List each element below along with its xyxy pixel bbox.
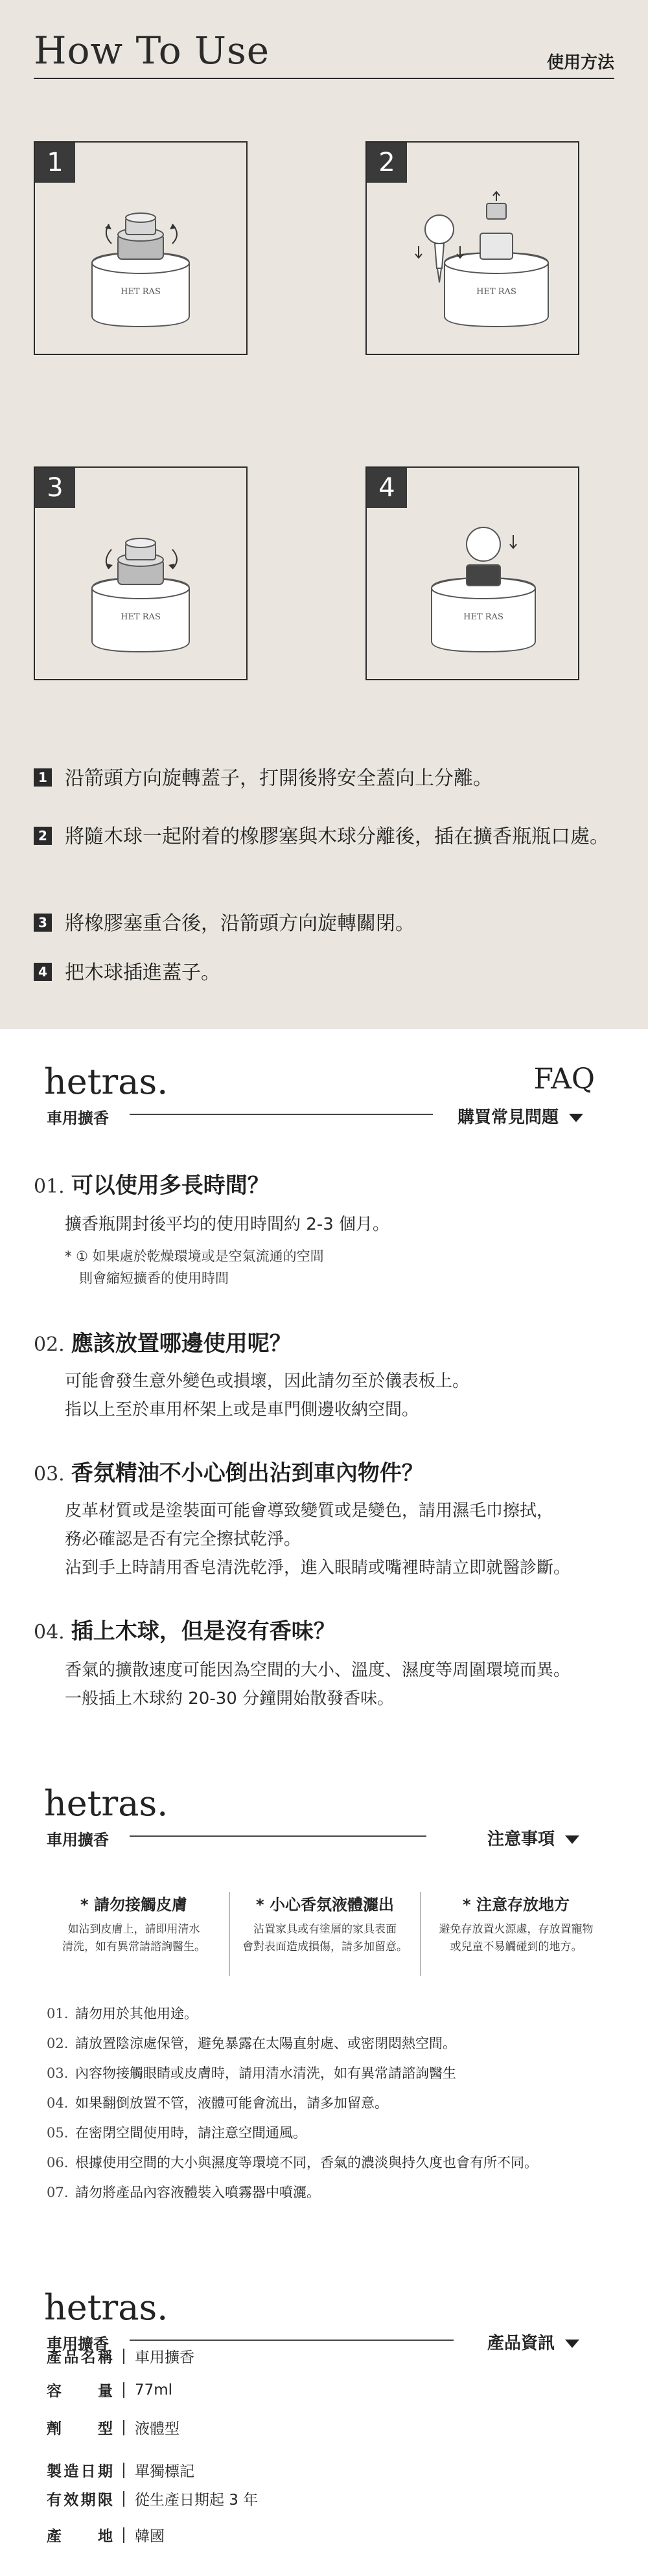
info-value: 液體型	[135, 2421, 179, 2437]
divider	[123, 2349, 124, 2364]
note-text: 請勿用於其他用途。	[75, 2006, 198, 2021]
caution-column	[421, 1892, 611, 1956]
info-key: 有效期限	[47, 2492, 113, 2509]
note-item	[47, 2122, 307, 2142]
caution-desc: 會對表面造成損傷，請多加留意。	[242, 1940, 408, 1953]
question-text: 可以使用多長時間？	[71, 1173, 270, 1199]
info-value: 從生產日期起 3 年	[135, 2492, 259, 2509]
question-text: 插上木球，但是沒有香味？	[71, 1618, 336, 1644]
faq-answer	[65, 1656, 622, 1713]
question-number: 02.	[34, 1333, 65, 1356]
instruction-item	[34, 910, 609, 938]
answer-line: 一般插上木球約 20-30 分鐘開始散發香味。	[65, 1689, 395, 1708]
info-key: 劑型	[47, 2421, 113, 2437]
bottle-label: HET RAS	[476, 287, 516, 297]
answer-line: 皮革材質或是塗裝面可能會導致變質或是變色，請用濕毛巾擦拭，	[65, 1501, 554, 1521]
bottle-label: HET RAS	[463, 612, 503, 622]
note-number: 07.	[47, 2185, 69, 2200]
faq-section	[0, 1029, 648, 1740]
caution-title: * 注意存放地方	[463, 1896, 570, 1914]
divider	[130, 1835, 426, 1837]
faq-answer	[65, 1210, 622, 1239]
question-number: 03.	[34, 1463, 65, 1486]
caution-desc: 如沾到皮膚上，請即用清水	[67, 1923, 200, 1936]
note-item	[47, 2063, 456, 2082]
info-value: 單獨標記	[135, 2463, 194, 2480]
note-item	[47, 2003, 198, 2023]
step-number: 3	[35, 468, 75, 508]
instruction-text: 將橡膠塞重合後，沿箭頭方向旋轉關閉。	[65, 912, 415, 935]
instruction-item	[34, 959, 609, 987]
question-number: 01.	[34, 1175, 65, 1198]
instruction-number: 4	[34, 963, 52, 981]
note-number: 04.	[47, 2095, 69, 2111]
info-value: 車用擴香	[135, 2349, 194, 2366]
caution-columns	[39, 1892, 609, 1976]
note-number: 03.	[47, 2065, 69, 2081]
faq-question	[34, 1167, 270, 1199]
bottle-label: HET RAS	[121, 287, 161, 297]
info-value: 韓國	[135, 2528, 165, 2545]
caret-down-icon	[565, 2340, 579, 2348]
divider	[123, 2463, 124, 2478]
product-subtitle: 車用擴香	[47, 2335, 109, 2353]
instruction-text: 把木球插進蓋子。	[65, 961, 220, 984]
brand-logo: hetras.	[44, 1783, 168, 1824]
answer-line: 沾到手上時請用香皂清洗乾淨，進入眼睛或嘴裡時請立即就醫診斷。	[65, 1558, 571, 1578]
answer-line: 指以上至於車用杯架上或是車門側邊收納空間。	[65, 1400, 419, 1420]
note-item	[47, 2182, 320, 2202]
info-row	[47, 2345, 194, 2367]
faq-question	[34, 1326, 292, 1357]
instruction-number: 3	[34, 914, 52, 932]
faq-answer	[65, 1497, 622, 1582]
section-title-zh: 使用方法	[546, 53, 614, 73]
caution-column	[39, 1892, 229, 1956]
step-4-panel	[365, 466, 579, 680]
faq-dropdown-label: 購買常見問題	[457, 1108, 559, 1127]
brand-logo: hetras.	[44, 2287, 168, 2328]
note-text: 內容物接觸眼睛或皮膚時，請用清水清洗，如有異常請諮詢醫生	[75, 2065, 456, 2081]
note-text: 根據使用空間的大小與濕度等環境不同，香氣的濃淡與持久度也會有所不同。	[75, 2155, 538, 2170]
caution-column	[230, 1892, 420, 1956]
note-text: 請勿將產品內容液體裝入噴霧器中噴灑。	[75, 2185, 320, 2200]
divider	[130, 2340, 454, 2341]
divider	[123, 2382, 124, 2398]
how-to-use-section	[0, 0, 648, 1029]
divider	[123, 2491, 124, 2507]
info-row	[47, 2417, 179, 2438]
question-text: 香氛精油不小心倒出沾到車內物件？	[71, 1460, 424, 1486]
divider	[130, 1114, 433, 1115]
caution-title: * 小心香氛液體灑出	[256, 1896, 394, 1914]
info-row	[47, 2524, 165, 2546]
info-value: 77ml	[135, 2381, 173, 2398]
caution-desc: 清洗，如有異常請諮詢醫生。	[62, 1940, 205, 1953]
product-subtitle: 車用擴香	[47, 1109, 109, 1127]
answer-line: 香氣的擴散速度可能因為空間的大小、溫度、濕度等周圍環境而異。	[65, 1661, 571, 1680]
instruction-item	[34, 765, 609, 793]
bottle-label: HET RAS	[121, 612, 161, 622]
instruction-text: 沿箭頭方向旋轉蓋子，打開後將安全蓋向上分離。	[65, 767, 492, 790]
info-key: 製造日期	[47, 2463, 113, 2480]
note-text: 如果翻倒放置不管，液體可能會流出，請多加留意。	[75, 2095, 388, 2111]
note-item	[47, 2152, 538, 2172]
question-number: 04.	[34, 1621, 65, 1644]
info-key: 容量	[47, 2383, 113, 2400]
brand-logo: hetras.	[44, 1061, 168, 1102]
faq-question	[34, 1455, 424, 1487]
note-number: 05.	[47, 2125, 69, 2141]
faq-question	[34, 1613, 336, 1645]
notes-dropdown[interactable]	[487, 1826, 579, 1850]
step-2-panel	[365, 141, 579, 355]
section-title: How To Use	[34, 29, 270, 73]
instruction-number: 1	[34, 768, 52, 787]
note-line: 則會縮短擴香的使用時間	[79, 1271, 229, 1286]
instruction-item	[34, 823, 609, 851]
caution-title: * 請勿接觸皮膚	[80, 1896, 187, 1914]
step-3-panel	[34, 466, 248, 680]
caution-desc: 或兒童不易觸碰到的地方。	[450, 1940, 583, 1953]
step-number: 4	[367, 468, 407, 508]
info-row	[47, 2379, 172, 2400]
caret-down-icon	[565, 1835, 579, 1844]
faq-dropdown[interactable]	[457, 1104, 583, 1128]
faq-label: FAQ	[533, 1063, 595, 1096]
caret-down-icon	[569, 1114, 583, 1122]
note-text: 請放置陰涼處保管，避免暴露在太陽直射處、或密閉悶熱空間。	[75, 2036, 456, 2051]
note-item	[47, 2093, 388, 2112]
faq-note	[65, 1245, 324, 1289]
instruction-text: 將隨木球一起附着的橡膠塞與木球分離後，插在擴香瓶瓶口處。	[65, 825, 609, 848]
divider	[123, 2420, 124, 2435]
caution-desc: 避免存放置火源處，存放置寵物	[439, 1923, 594, 1936]
faq-answer	[65, 1367, 622, 1424]
answer-line: 可能會發生意外變色或損壞，因此請勿至於儀表板上。	[65, 1372, 470, 1391]
product-subtitle: 車用擴香	[47, 1831, 109, 1849]
info-key: 產品名稱	[47, 2349, 113, 2366]
step-number: 2	[367, 143, 407, 183]
product-info-dropdown[interactable]	[487, 2330, 579, 2354]
note-line: * ① 如果處於乾燥環境或是空氣流通的空間	[65, 1248, 324, 1264]
info-key: 產地	[47, 2528, 113, 2545]
step-number: 1	[35, 143, 75, 183]
instruction-number: 2	[34, 827, 52, 845]
note-number: 06.	[47, 2155, 69, 2170]
answer-line: 擴香瓶開封後平均的使用時間約 2-3 個月。	[65, 1215, 389, 1234]
info-row	[47, 2488, 258, 2509]
note-number: 02.	[47, 2036, 69, 2051]
divider	[123, 2527, 124, 2543]
note-number: 01.	[47, 2006, 69, 2021]
caution-desc: 沾置家具或有塗層的家具表面	[253, 1923, 397, 1936]
info-row	[47, 2459, 194, 2481]
answer-line: 務必確認是否有完全擦拭乾淨。	[65, 1530, 301, 1549]
divider	[34, 78, 614, 79]
notes-dropdown-label: 注意事項	[487, 1830, 555, 1849]
product-info-dropdown-label: 產品資訊	[487, 2334, 555, 2353]
question-text: 應該放置哪邊使用呢？	[71, 1331, 292, 1357]
note-text: 在密閉空間使用時，請注意空間通風。	[75, 2125, 307, 2141]
step-1-panel	[34, 141, 248, 355]
note-item	[47, 2033, 456, 2053]
